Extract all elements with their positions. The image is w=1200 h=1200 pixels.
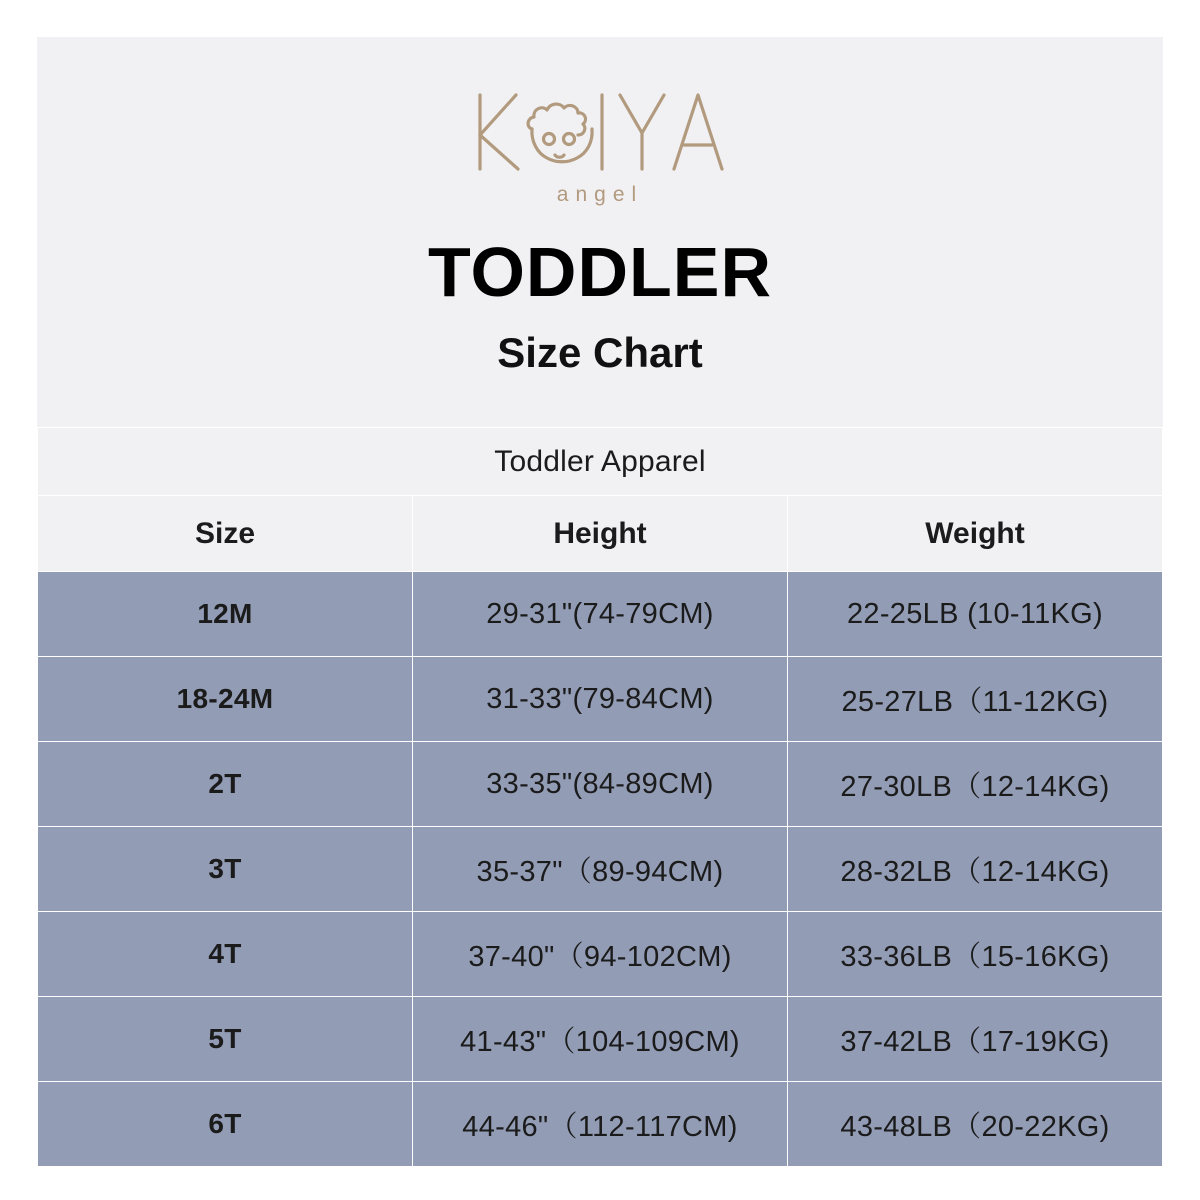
table-row [38,1082,1163,1167]
cell-weight: 28-32LB（12-14KG) [788,827,1163,912]
cell-height: 31-33"(79-84CM) [413,657,788,742]
table-row [38,742,1163,827]
column-header-height: Height [413,496,788,572]
table-row [38,657,1163,742]
page-subtitle: Size Chart [497,329,703,376]
cell-height: 35-37"（89-94CM) [413,827,788,912]
column-header-weight: Weight [788,496,1163,572]
table-row [38,572,1163,657]
brand-logo [37,77,1163,212]
cell-size: 3T [38,827,413,912]
cell-size: 4T [38,912,413,997]
table-row [38,997,1163,1082]
column-header-size: Size [38,496,413,572]
cell-size: 18-24M [38,657,413,742]
cell-weight: 33-36LB（15-16KG) [788,912,1163,997]
chart-header [37,37,1163,427]
cell-weight: 43-48LB（20-22KG) [788,1082,1163,1167]
cell-size: 6T [38,1082,413,1167]
cell-height: 33-35"(84-89CM) [413,742,788,827]
page-title: TODDLER [427,233,773,311]
size-chart-sheet [37,37,1163,1163]
cell-height: 44-46"（112-117CM) [413,1082,788,1167]
cell-weight: 22-25LB (10-11KG) [788,572,1163,657]
table-section-label: Toddler Apparel [38,428,1163,496]
kaiya-angel-logo-icon [470,77,730,212]
size-chart-table [37,427,1163,1167]
table-section-row [38,428,1163,496]
cell-weight: 25-27LB（11-12KG) [788,657,1163,742]
cell-size: 2T [38,742,413,827]
cell-weight: 37-42LB（17-19KG) [788,997,1163,1082]
cell-height: 41-43"（104-109CM) [413,997,788,1082]
cell-weight: 27-30LB（12-14KG) [788,742,1163,827]
brand-tagline: angel [556,183,644,206]
cell-size: 5T [38,997,413,1082]
cell-height: 37-40"（94-102CM) [413,912,788,997]
table-row [38,827,1163,912]
cell-size: 12M [38,572,413,657]
cell-height: 29-31"(74-79CM) [413,572,788,657]
table-header-row [38,496,1163,572]
table-row [38,912,1163,997]
